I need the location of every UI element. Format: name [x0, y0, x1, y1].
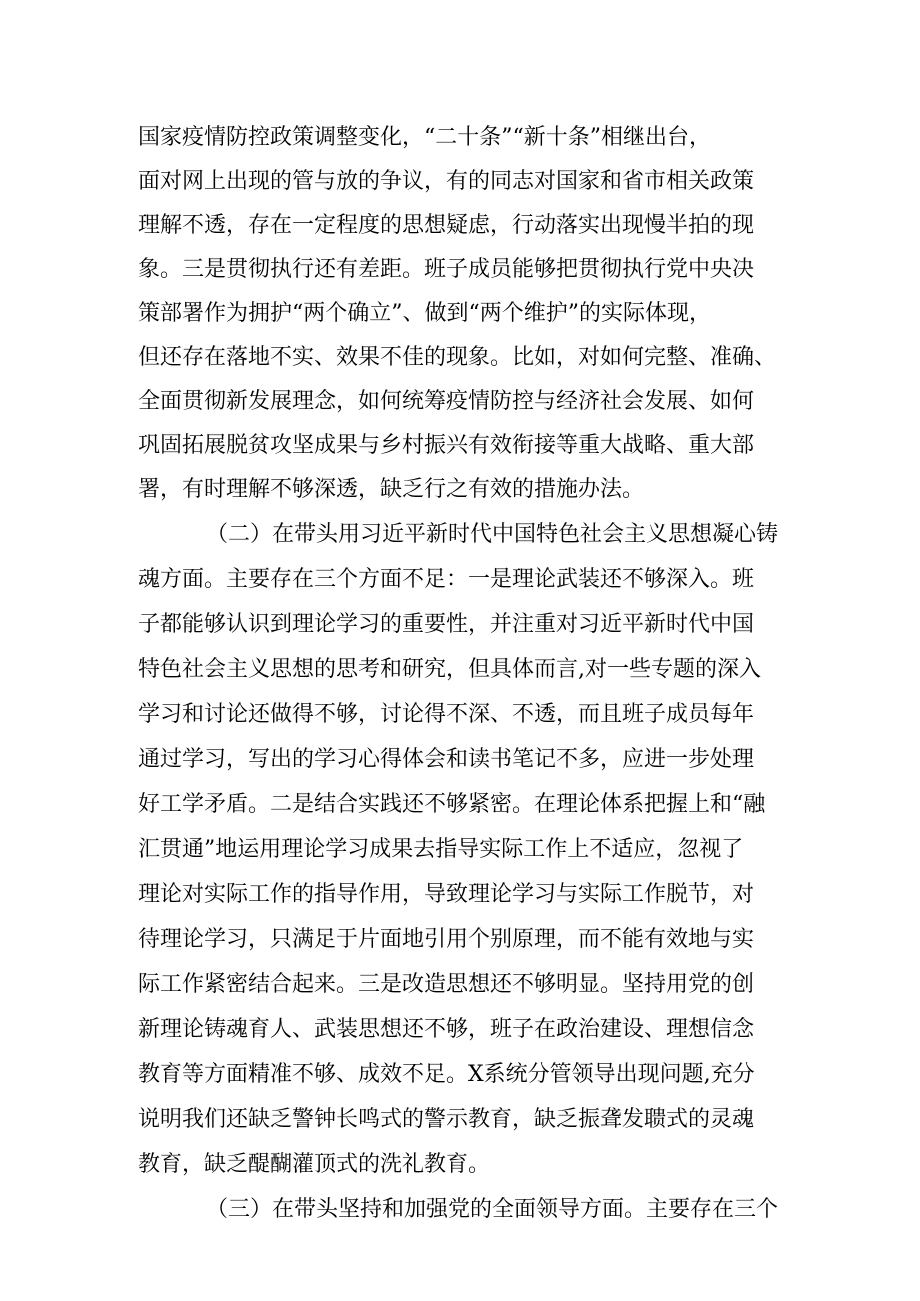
text-line: 面对网上出现的管与放的争议，有的同志对国家和省市相关政策: [138, 169, 755, 194]
section-heading-line: （二）在带头用习近平新时代中国特色社会主义思想凝心铸: [206, 522, 779, 547]
text-line: 理解不透，存在一定程度的思想疑虑，行动落实出现慢半拍的现: [138, 213, 755, 238]
text-line: 但还存在落地不实、效果不佳的现象。比如，对如何完整、准确、: [138, 345, 777, 370]
text-line: 通过学习，写出的学习心得体会和读书笔记不多，应进一步处理: [138, 747, 755, 772]
text-line: 魂方面。主要存在三个方面不足：一是理论武装还不够深入。班: [138, 567, 755, 592]
text-line: 署，有时理解不够深透，缺乏行之有效的措施办法。: [138, 477, 645, 502]
text-line: 好工学矛盾。二是结合实践还不够紧密。在理论体系把握上和“融: [138, 792, 766, 817]
text-line: 子都能够认识到理论学习的重要性，并注重对习近平新时代中国: [138, 612, 755, 637]
text-line: 新理论铸魂育人、武装思想还不够，班子在政治建设、理想信念: [138, 1017, 755, 1042]
text-line: 理论对实际工作的指导作用，导致理论学习与实际工作脱节，对: [138, 882, 755, 907]
text-line: 待理论学习，只满足于片面地引用个别原理，而不能有效地与实: [138, 927, 755, 952]
text-line: 际工作紧密结合起来。三是改造思想还不够明显。坚持用党的创: [138, 972, 755, 997]
text-line: 教育等方面精准不够、成效不足。X系统分管领导出现问题,充分: [138, 1062, 755, 1087]
text-line: 全面贯彻新发展理念，如何统筹疫情防控与经济社会发展、如何: [138, 389, 755, 414]
text-line: 象。三是贯彻执行还有差距。班子成员能够把贯彻执行党中央决: [138, 257, 755, 282]
text-line: 学习和讨论还做得不够，讨论得不深、不透，而且班子成员每年: [138, 702, 755, 727]
text-line: 说明我们还缺乏警钟长鸣式的警示教育，缺乏振聋发聩式的灵魂: [138, 1107, 755, 1132]
text-line: 特色社会主义思想的思考和研究，但具体而言,对一些专题的深入: [138, 657, 761, 682]
text-line: 巩固拓展脱贫攻坚成果与乡村振兴有效衔接等重大战略、重大部: [138, 433, 755, 458]
text-line: 国家疫情防控政策调整变化，“二十条”“新十条”相继出台，: [138, 125, 711, 150]
text-line: 汇贯通”地运用理论学习成果去指导实际工作上不适应，忽视了: [138, 837, 744, 862]
text-line: 策部署作为拥护“两个确立”、做到“两个维护”的实际体现，: [138, 301, 711, 326]
text-line: 教育，缺乏醍醐灌顶式的洗礼教育。: [138, 1152, 491, 1177]
section-heading-line: （三）在带头坚持和加强党的全面领导方面。主要存在三个: [206, 1197, 779, 1222]
